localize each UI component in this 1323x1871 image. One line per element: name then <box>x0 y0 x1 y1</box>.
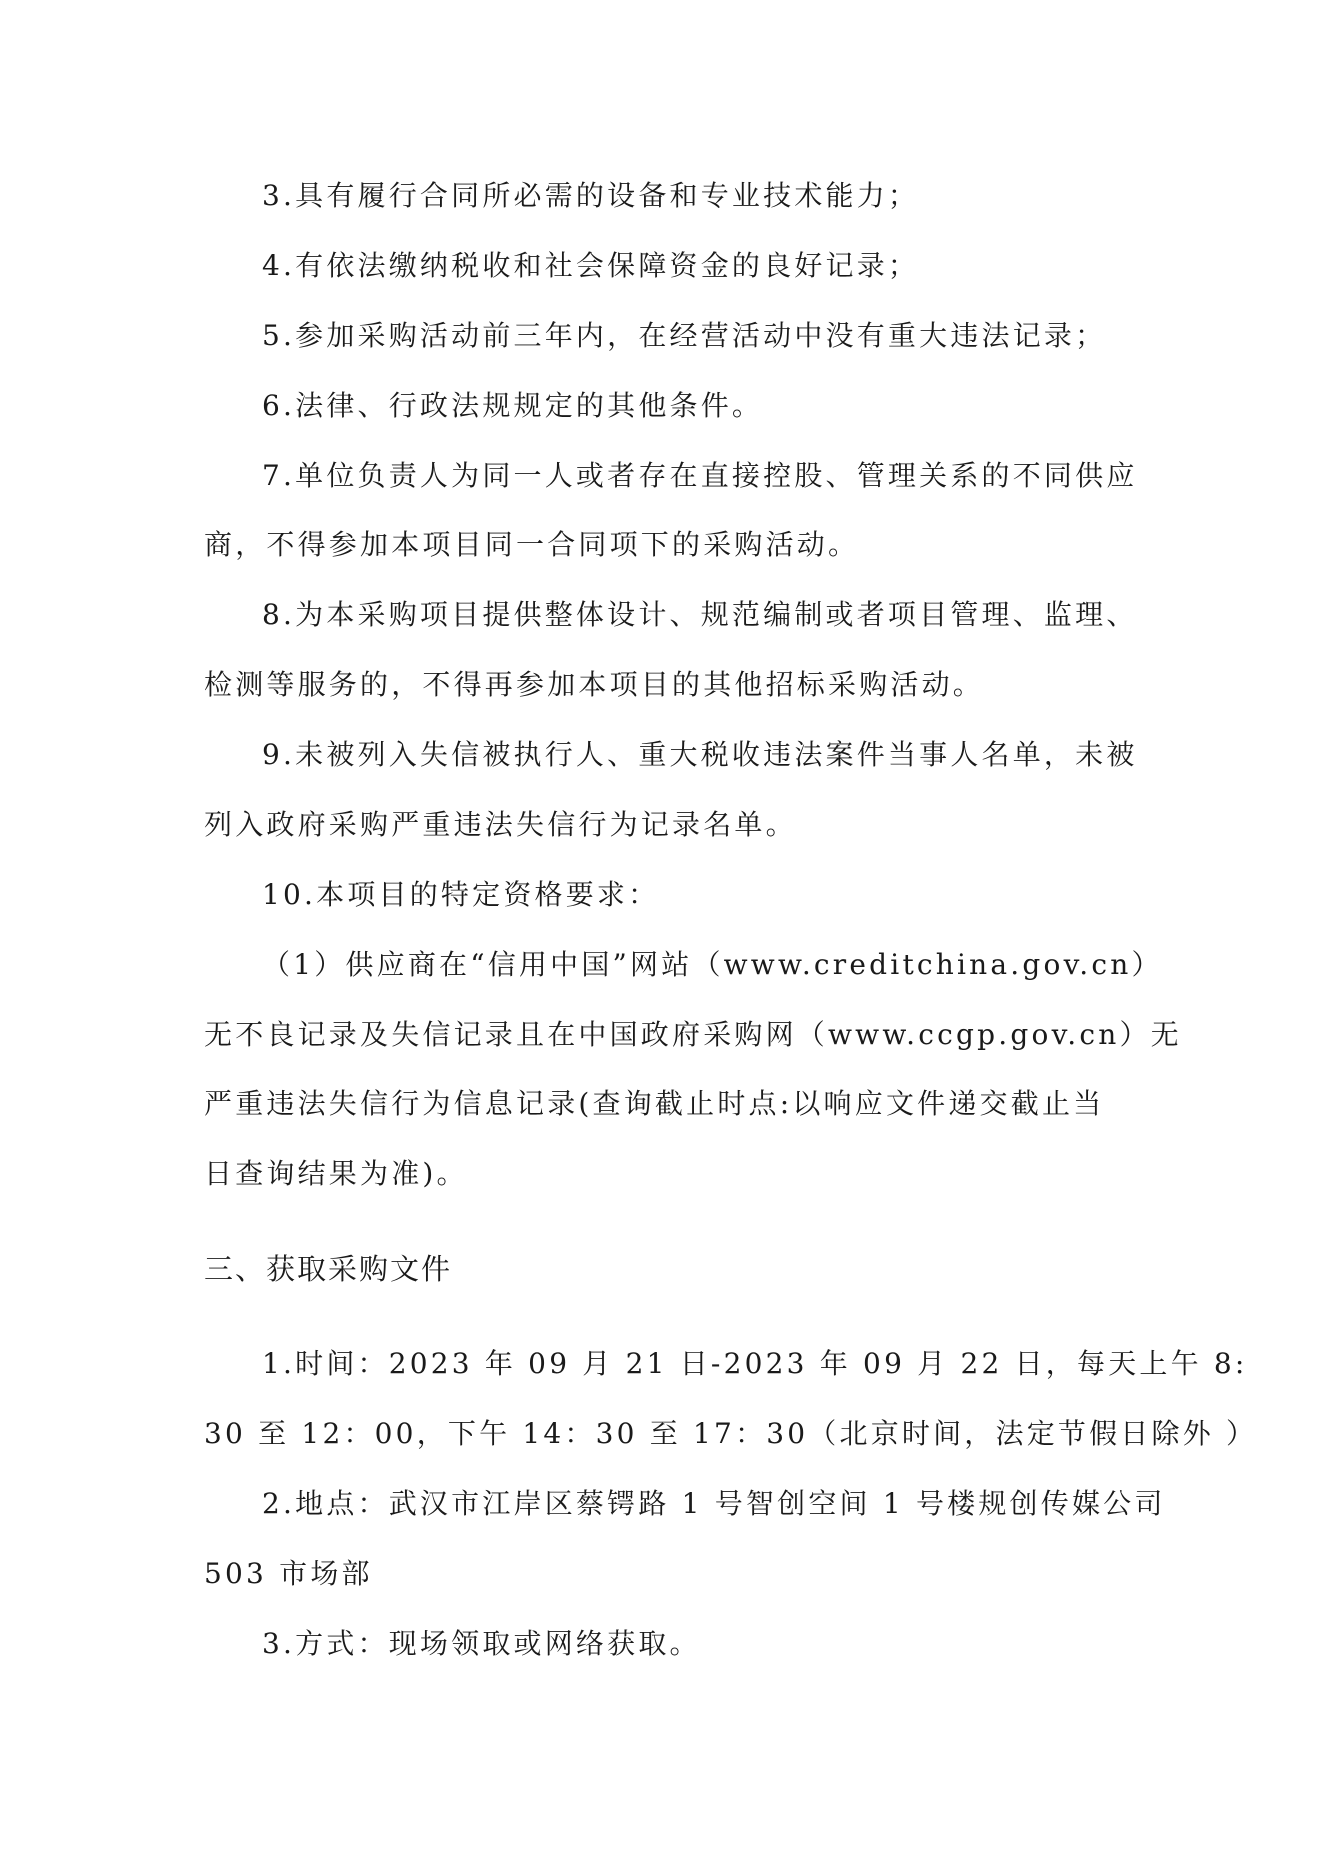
qualification-item-7-line-1: 7.单位负责人为同一人或者存在直接控股、管理关系的不同供应 <box>262 459 1138 492</box>
qualification-item-7-line-2: 商，不得参加本项目同一合同项下的采购活动。 <box>204 528 860 561</box>
time-line-2: 30 至 12：00，下午 14：30 至 17：30（北京时间，法定节假日除外 ） <box>204 1417 1258 1450</box>
specific-requirement-line-1: （1）供应商在“信用中国”网站（www.creditchina.gov.cn） <box>262 948 1163 981</box>
qualification-item-8-line-1: 8.为本采购项目提供整体设计、规范编制或者项目管理、监理、 <box>262 598 1138 631</box>
qualification-item-10: 10.本项目的特定资格要求： <box>262 878 660 911</box>
qualification-item-9-line-1: 9.未被列入失信被执行人、重大税收违法案件当事人名单，未被 <box>262 738 1138 771</box>
specific-requirement-line-2: 无不良记录及失信记录且在中国政府采购网（www.ccgp.gov.cn）无 <box>204 1018 1182 1051</box>
qualification-item-5: 5.参加采购活动前三年内，在经营活动中没有重大违法记录； <box>262 319 1107 352</box>
specific-requirement-line-4: 日查询结果为准)。 <box>204 1157 468 1190</box>
method-line: 3.方式：现场领取或网络获取。 <box>262 1627 701 1660</box>
qualification-item-9-line-2: 列入政府采购严重违法失信行为记录名单。 <box>204 808 797 841</box>
qualification-item-3: 3.具有履行合同所必需的设备和专业技术能力； <box>262 179 920 212</box>
location-line-2: 503 市场部 <box>204 1557 373 1590</box>
qualification-item-8-line-2: 检测等服务的，不得再参加本项目的其他招标采购活动。 <box>204 668 985 701</box>
time-line-1: 1.时间：2023 年 09 月 21 日-2023 年 09 月 22 日，每天上午 8: <box>262 1347 1248 1380</box>
specific-requirement-line-3: 严重违法失信行为信息记录(查询截止时点:以响应文件递交截止当 <box>204 1087 1105 1120</box>
location-line-1: 2.地点：武汉市江岸区蔡锷路 1 号智创空间 1 号楼规创传媒公司 <box>262 1487 1166 1520</box>
qualification-item-4: 4.有依法缴纳税收和社会保障资金的良好记录； <box>262 249 920 282</box>
section-heading: 三、获取采购文件 <box>204 1252 453 1286</box>
qualification-item-6: 6.法律、行政法规规定的其他条件。 <box>262 389 764 422</box>
